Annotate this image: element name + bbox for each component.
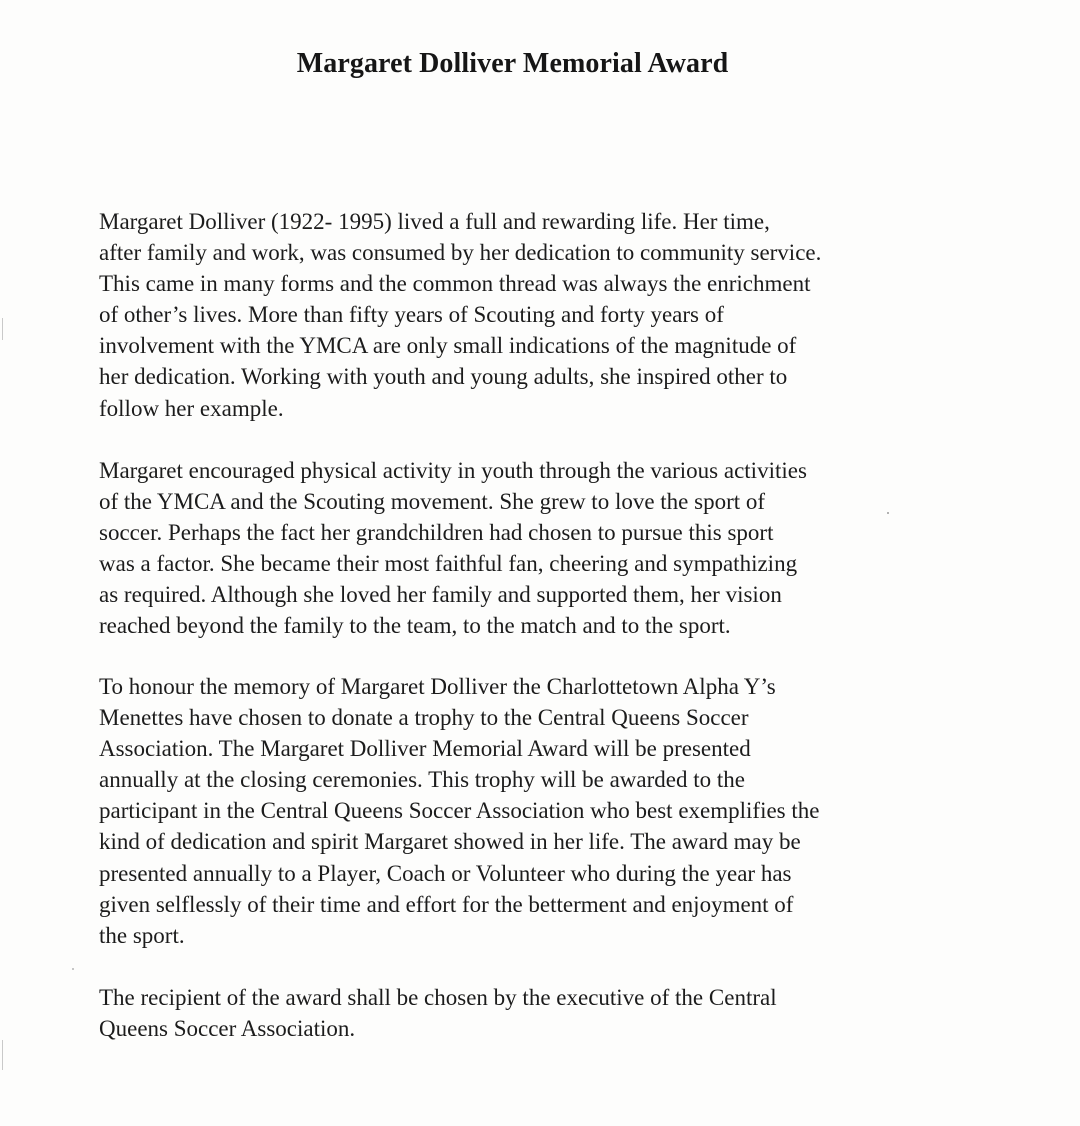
- text-line: involvement with the YMCA are only small indications of the magnitude of: [99, 333, 797, 359]
- text-line: her dedication. Working with youth and young adults, she inspired other to: [99, 364, 788, 390]
- paragraph-award: [99, 671, 934, 951]
- text-line: presented annually to a Player, Coach or Volunteer who during the year has: [99, 860, 792, 886]
- text-line: soccer. Perhaps the fact her grandchildren had chosen to pursue this sport: [99, 520, 774, 546]
- text-line: kind of dedication and spirit Margaret showed in her life. The award may be: [99, 829, 801, 855]
- text-line: Margaret encouraged physical activity in youth through the various activities: [99, 458, 807, 483]
- scan-speck: [72, 968, 74, 970]
- text-line: Margaret Dolliver (1922- 1995) lived a full and rewarding life. Her time,: [99, 209, 770, 234]
- scan-speck: [887, 512, 889, 514]
- text-line: Queens Soccer Association.: [99, 1016, 356, 1042]
- text-line: as required. Although she loved her family and supported them, her vision: [99, 582, 782, 608]
- text-line: participant in the Central Queens Soccer Association who best exemplifies the: [99, 798, 820, 824]
- document-title: Margaret Dolliver Memorial Award: [296, 48, 729, 79]
- text-line: of the YMCA and the Scouting movement. She grew to love the sport of: [99, 489, 766, 515]
- text-line: reached beyond the family to the team, to the match and to the sport.: [99, 613, 731, 639]
- text-line: The recipient of the award shall be chosen by the executive of the Central: [99, 985, 777, 1010]
- text-line: This came in many forms and the common thread was always the enrichment: [99, 271, 811, 297]
- scan-artifact: [2, 1040, 3, 1070]
- text-line: of other’s lives. More than fifty years of Scouting and forty years of: [99, 302, 724, 328]
- text-line: the sport.: [99, 922, 185, 948]
- paragraph-biography: [99, 206, 934, 424]
- text-line: after family and work, was consumed by her dedication to community service.: [99, 240, 822, 266]
- paragraph-soccer: [99, 455, 934, 642]
- text-line: follow her example.: [99, 395, 284, 421]
- text-line: annually at the closing ceremonies. This trophy will be awarded to the: [99, 767, 745, 793]
- text-line: To honour the memory of Margaret Dolliver the Charlottetown Alpha Y’s: [99, 674, 776, 699]
- scan-artifact: [2, 318, 3, 340]
- text-line: Menettes have chosen to donate a trophy to the Central Queens Soccer: [99, 705, 749, 731]
- text-line: Association. The Margaret Dolliver Memorial Award will be presented: [99, 736, 751, 762]
- paragraph-selection: [99, 982, 934, 1044]
- text-line: given selflessly of their time and effort for the betterment and enjoyment of: [99, 891, 794, 917]
- text-line: was a factor. She became their most faithful fan, cheering and sympathizing: [99, 551, 798, 577]
